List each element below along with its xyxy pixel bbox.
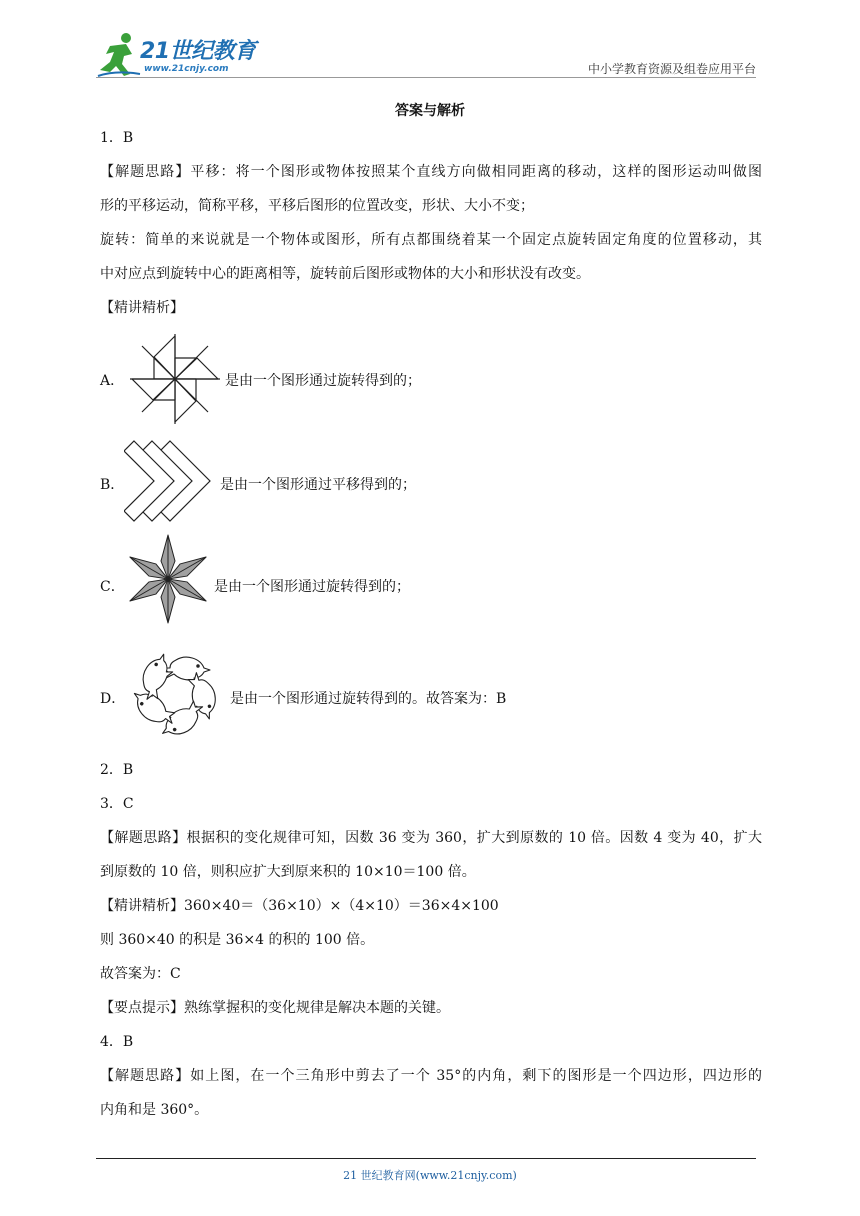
option-a-letter: A．: [100, 373, 125, 389]
page-title: 答案与解析: [395, 103, 465, 119]
header-platform-name: 中小学教育资源及组卷应用平台: [587, 62, 756, 76]
q3-answer: 3．C: [100, 796, 134, 812]
q3-analysis: 【精讲精析】360×40＝（36×10）×（4×10）＝36×4×100: [100, 898, 499, 914]
q1-idea-line1: 【解题思路】平移：将一个图形或物体按照某个直线方向做相同距离的移动，这样的图形运动叫做图: [100, 164, 762, 180]
chevrons-figure: [124, 440, 218, 522]
q1-rotation-line1: 旋转：简单的来说就是一个物体或图形，所有点都围绕着某一个固定点旋转固定角度的位置移动，其: [100, 232, 762, 248]
q1-analysis-label: 【精讲精析】: [100, 300, 184, 316]
site-logo[interactable]: [96, 30, 266, 80]
q2-answer: 2．B: [100, 762, 134, 778]
pinwheel-figure: [128, 332, 222, 426]
option-c-letter: C．: [100, 579, 125, 595]
star-figure: [124, 534, 212, 624]
page-header: [96, 30, 756, 80]
q4-answer: 4．B: [100, 1034, 134, 1050]
q3-idea-line2: 到原数的 10 倍，则积应扩大到原来积的 10×10＝100 倍。: [100, 864, 476, 880]
q1-answer: 1．B: [100, 130, 134, 146]
q4-idea-line1: 【解题思路】如上图，在一个三角形中剪去了一个 35°的内角，剩下的图形是一个四边形，四边形的: [100, 1068, 762, 1084]
q1-idea-line2: 形的平移运动，简称平移，平移后图形的位置改变，形状、大小不变；: [100, 198, 534, 214]
option-d-letter: D．: [100, 691, 126, 707]
q3-tip: 【要点提示】熟练掌握积的变化规律是解决本题的关键。: [100, 1000, 450, 1016]
runner-logo-icon: [96, 30, 142, 78]
footer-link[interactable]: 21 世纪教育网(www.21cnjy.com): [343, 1169, 517, 1182]
option-c-text: 是由一个图形通过旋转得到的；: [214, 579, 410, 595]
option-b-text: 是由一个图形通过平移得到的；: [220, 477, 416, 493]
header-divider: [96, 77, 756, 78]
option-b-letter: B．: [100, 477, 125, 493]
dolphins-figure: [124, 644, 228, 744]
q3-final-answer: 故答案为：C: [100, 966, 181, 982]
q4-idea-line2: 内角和是 360°。: [100, 1102, 209, 1118]
logo-url: www.21cnjy.com: [144, 64, 229, 74]
option-a-text: 是由一个图形通过旋转得到的；: [225, 373, 421, 389]
q3-conclusion: 则 360×40 的积是 36×4 的积的 100 倍。: [100, 932, 375, 948]
q1-rotation-line2: 中对应点到旋转中心的距离相等，旋转前后图形或物体的大小和形状没有改变。: [100, 266, 590, 282]
q3-idea-line1: 【解题思路】根据积的变化规律可知，因数 36 变为 360，扩大到原数的 10 倍。因数 4 变为 40，扩大: [100, 830, 762, 846]
logo-text: 21世纪教育: [140, 39, 256, 64]
footer-divider: [96, 1158, 756, 1159]
option-d-text: 是由一个图形通过旋转得到的。故答案为：B: [230, 691, 507, 707]
